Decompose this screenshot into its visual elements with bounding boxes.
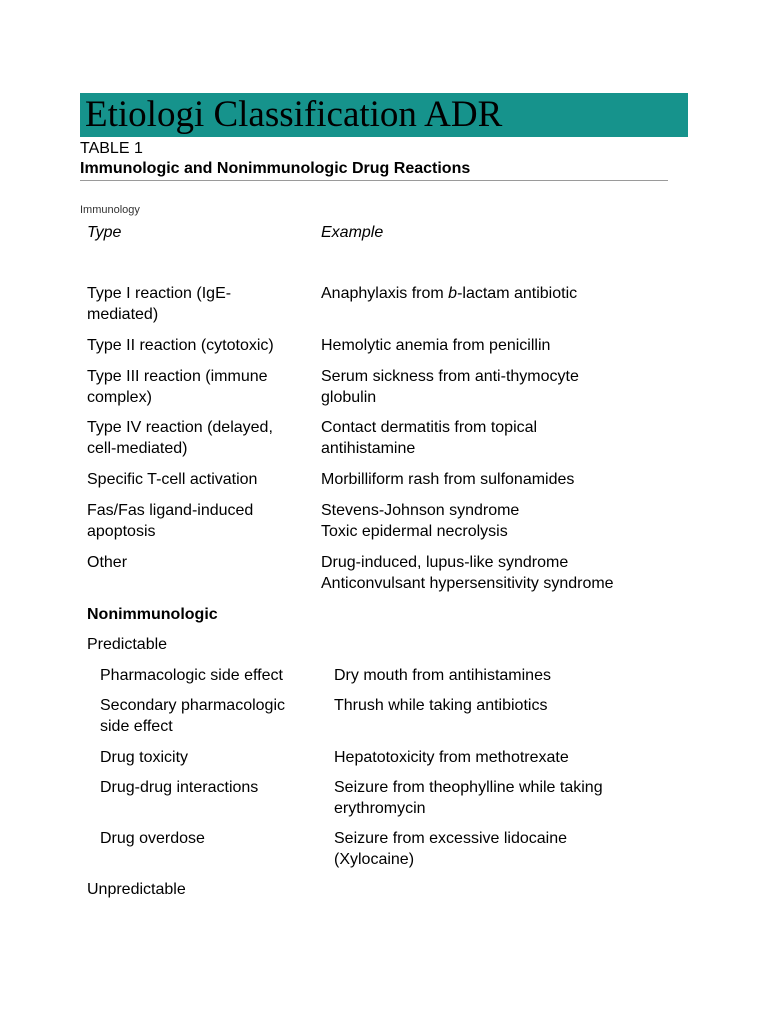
unpredictable-label-row [87,879,687,900]
caption-divider [80,180,668,181]
table-row [87,335,687,356]
row-type: Type IV reaction (delayed, cell-mediated) [87,419,273,457]
section-note: Immunology [80,204,140,216]
row-type: Pharmacologic side effect [100,667,283,684]
row-type: Drug-drug interactions [100,779,259,796]
table-row [87,283,687,325]
predictable-label: Predictable [87,636,168,653]
table-caption: Immunologic and Nonimmunologic Drug Reactions [80,160,471,177]
row-example: Thrush while taking antibiotics [334,697,548,714]
unpredictable-label: Unpredictable [87,881,186,898]
row-type: Type II reaction (cytotoxic) [87,337,274,354]
nonimmunologic-heading-row [87,604,687,625]
table-header-row [87,222,687,264]
row-type: Secondary pharmacologic side effect [100,697,285,735]
row-type: Other [87,554,128,571]
title-banner [80,93,688,137]
row-type: Drug overdose [100,830,205,847]
table-row [87,500,687,542]
row-example: Stevens-Johnson syndrome Toxic epidermal necrolysis [321,502,520,540]
row-example: Serum sickness from anti-thymocyte globulin [321,368,579,406]
row-type: Specific T-cell activation [87,471,258,488]
table-row [87,747,687,768]
table-row [87,469,687,490]
table-row [87,665,687,686]
row-example: Seizure from excessive lidocaine (Xylocaine) [334,830,567,868]
row-example: Hemolytic anemia from penicillin [321,337,551,354]
row-example: Anaphylaxis from b-lactam antibiotic [321,285,578,302]
row-example: Seizure from theophylline while taking erythromycin [334,779,603,817]
table-row [87,777,687,819]
row-example: Dry mouth from antihistamines [334,667,551,684]
row-example: Hepatotoxicity from methotrexate [334,749,569,766]
table-row [87,695,687,737]
table-row [87,552,687,594]
row-type: Drug toxicity [100,749,189,766]
table-row [87,366,687,408]
reaction-table [87,222,687,900]
row-type: Fas/Fas ligand-induced apoptosis [87,502,254,540]
column-header-example: Example [321,224,384,241]
nonimmunologic-heading: Nonimmunologic [87,606,218,623]
table-row [87,417,687,459]
row-type: Type I reaction (IgE- mediated) [87,285,232,323]
row-example: Contact dermatitis from topical antihistamine [321,419,538,457]
table-label: TABLE 1 [80,140,143,157]
column-header-type: Type [87,224,122,241]
row-example: Morbilliform rash from sulfonamides [321,471,575,488]
predictable-label-row [87,634,687,655]
row-example: Drug-induced, lupus-like syndrome Anticonvulsant hypersensitivity syndrome [321,554,614,592]
row-type: Type III reaction (immune complex) [87,368,268,406]
page-title: Etiologi Classification ADR [85,94,503,135]
table-row [87,828,687,870]
